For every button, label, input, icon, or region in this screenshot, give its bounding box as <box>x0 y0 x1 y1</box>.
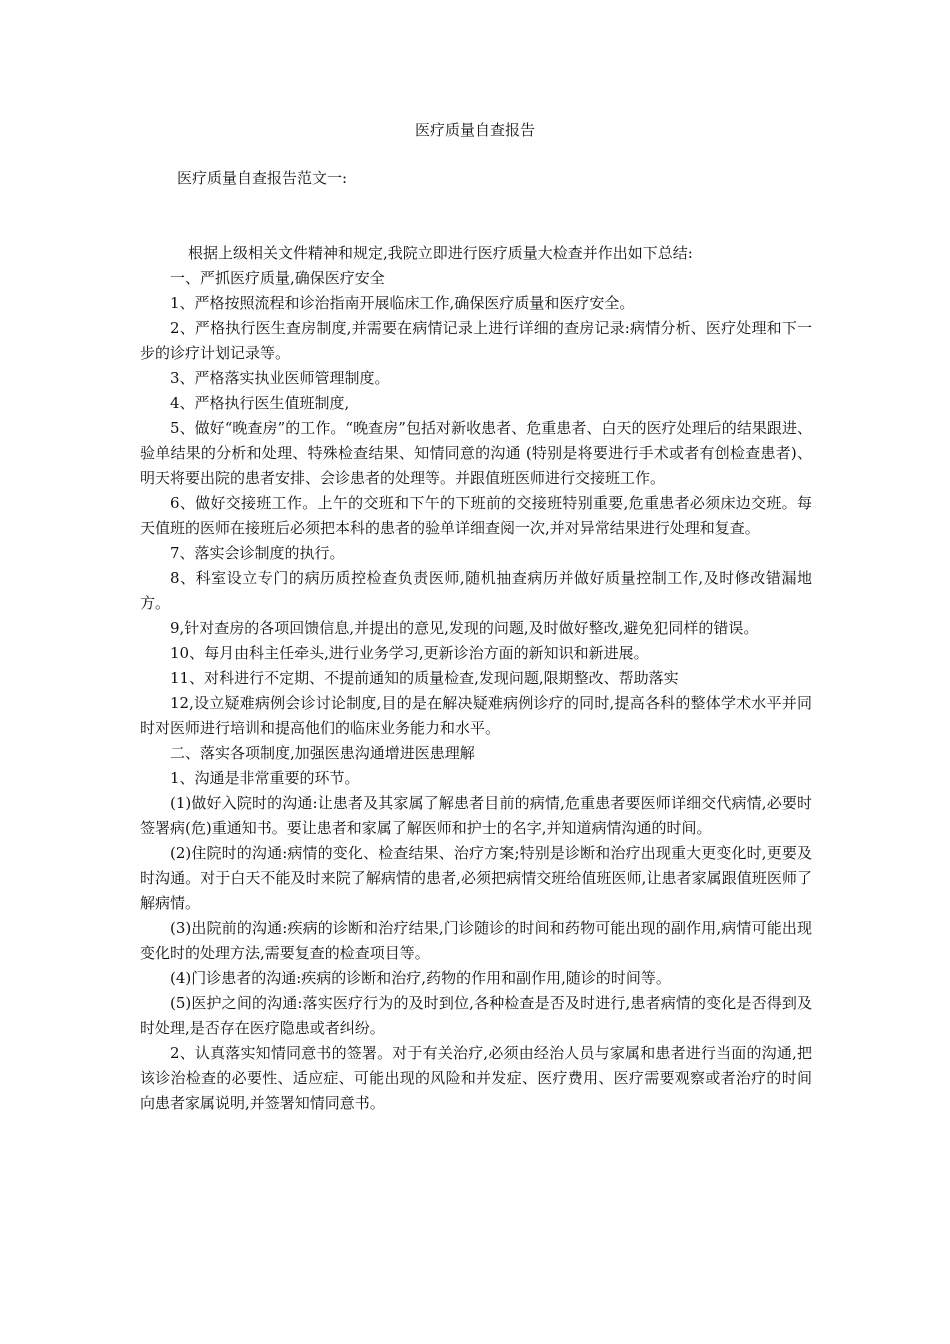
paragraph: (2)住院时的沟通:病情的变化、检查结果、治疗方案;特别是诊断和治疗出现重大更变化时,更要及时沟通。对于白天不能及时来院了解病情的患者,必须把病情交班给值班医师,让患者家属跟值班医师了解病情。 <box>140 844 812 912</box>
paragraph: 9,针对查房的各项回馈信息,并提出的意见,发现的问题,及时做好整改,避免犯同样的错误。 <box>170 619 759 637</box>
paragraph: 5、做好“晚查房”的工作。“晚查房”包括对新收患者、危重患者、白天的医疗处理后的结果跟进、验单结果的分析和处理、特殊检查结果、知情同意的沟通 (特别是将要进行手术或者有创检查患者)、明天将要出院的患者安排、会诊患者的处理等。并跟值班医师进行交接班工作。 <box>140 419 812 487</box>
paragraph: 3、严格落实执业医师管理制度。 <box>170 369 390 387</box>
section-heading-2: 二、落实各项制度,加强医患沟通增进医患理解 <box>170 744 475 762</box>
paragraph: 8、科室设立专门的病历质控检查负责医师,随机抽查病历并做好质量控制工作,及时修改错漏地方。 <box>140 569 812 612</box>
paragraph: 1、严格按照流程和诊治指南开展临床工作,确保医疗质量和医疗安全。 <box>170 294 635 312</box>
paragraph-intro: 根据上级相关文件精神和规定,我院立即进行医疗质量大检查并作出如下总结: <box>188 244 693 262</box>
paragraph: 6、做好交接班工作。上午的交班和下午的下班前的交接班特别重要,危重患者必须床边交班。每天值班的医师在接班后必须把本科的患者的验单详细查阅一次,并对异常结果进行处理和复查。 <box>140 494 812 537</box>
section-heading-1: 一、严抓医疗质量,确保医疗安全 <box>170 269 385 287</box>
paragraph: 11、对科进行不定期、不提前通知的质量检查,发现问题,限期整改、帮助落实 <box>170 669 679 687</box>
paragraph: 7、落实会诊制度的执行。 <box>170 544 345 562</box>
paragraph: 4、严格执行医生值班制度, <box>170 394 350 412</box>
document-body <box>140 241 812 1116</box>
paragraph: 2、严格执行医生查房制度,并需要在病情记录上进行详细的查房记录:病情分析、医疗处理和下一步的诊疗计划记录等。 <box>140 319 812 362</box>
paragraph: (5)医护之间的沟通:落实医疗行为的及时到位,各种检查是否及时进行,患者病情的变化是否得到及时处理,是否存在医疗隐患或者纠纷。 <box>140 994 812 1037</box>
document-title: 医疗质量自查报告 <box>414 121 535 139</box>
paragraph: (1)做好入院时的沟通:让患者及其家属了解患者目前的病情,危重患者要医师详细交代病情,必要时签署病(危)重通知书。要让患者和家属了解医师和护士的名字,并知道病情沟通的时间。 <box>140 794 812 837</box>
paragraph: (3)出院前的沟通:疾病的诊断和治疗结果,门诊随诊的时间和药物可能出现的副作用,病情可能出现变化时的处理方法,需要复查的检查项目等。 <box>140 919 812 962</box>
paragraph: (4)门诊患者的沟通:疾病的诊断和治疗,药物的作用和副作用,随诊的时间等。 <box>170 969 671 987</box>
paragraph: 1、沟通是非常重要的环节。 <box>170 769 360 787</box>
paragraph: 2、认真落实知情同意书的签署。对于有关治疗,必须由经治人员与家属和患者进行当面的沟通,把该诊治检查的必要性、适应症、可能出现的风险和并发症、医疗费用、医疗需要观察或者治疗的时间向患者家属说明,并签署知情同意书。 <box>140 1044 812 1112</box>
document-subtitle: 医疗质量自查报告范文一: <box>177 169 348 187</box>
paragraph: 12,设立疑难病例会诊讨论制度,目的是在解决疑难病例诊疗的同时,提高各科的整体学术水平并同时对医师进行培训和提高他们的临床业务能力和水平。 <box>140 694 812 737</box>
paragraph: 10、每月由科主任牵头,进行业务学习,更新诊治方面的新知识和新进展。 <box>170 644 649 662</box>
